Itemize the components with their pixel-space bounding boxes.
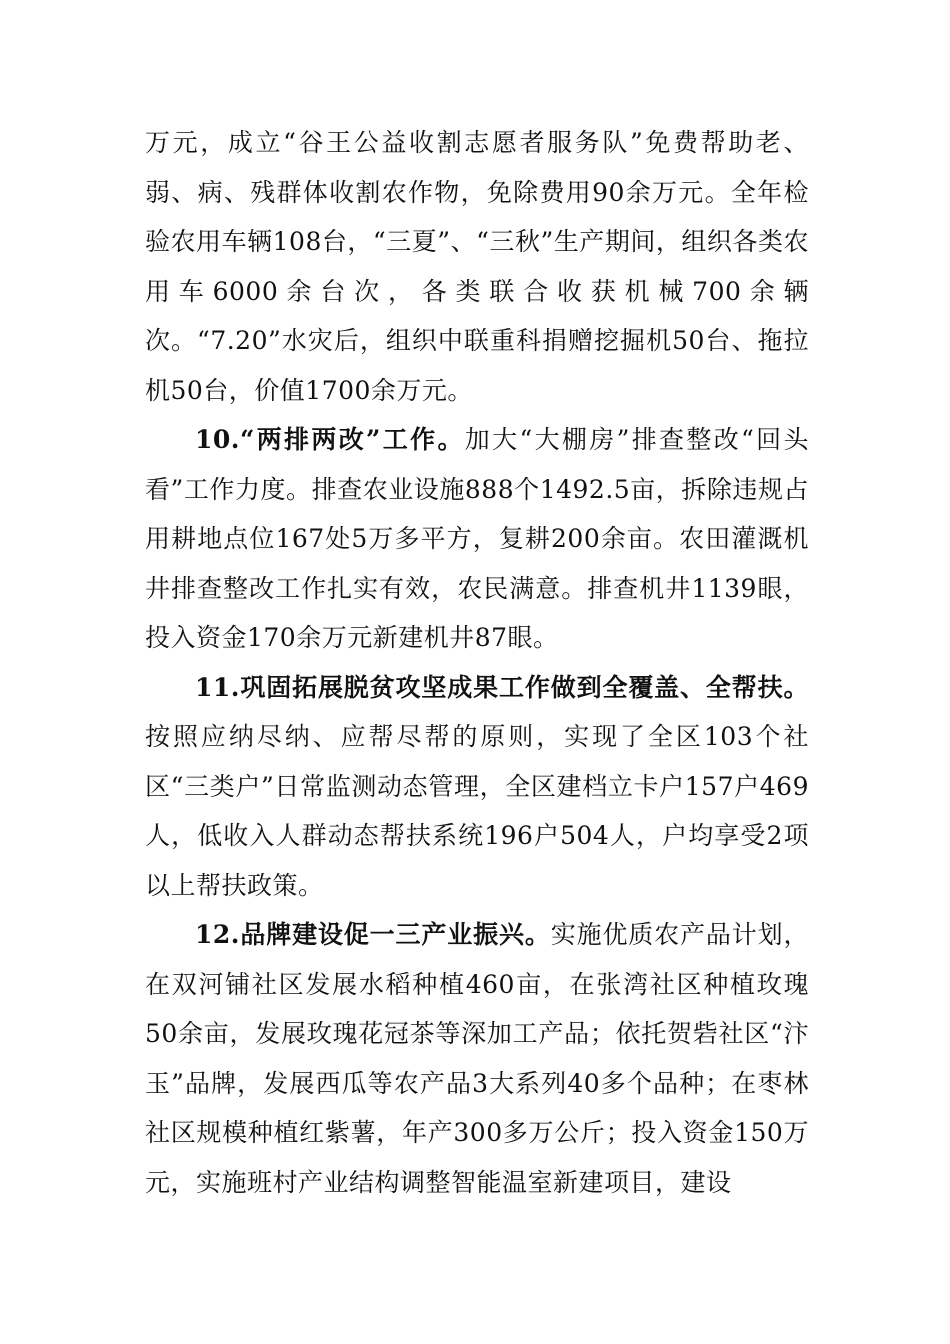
paragraph-item-11 [145,663,809,911]
paragraph-item-10 [145,415,809,663]
paragraph-text: 万元，成立“谷王公益收割志愿者服务队”免费帮助老、弱、病、残群体收割农作物，免除费用90余万元。全年检验农用车辆108台，“三夏”、“三秋”生产期间，组织各类农用车6000余台次，各类联合收获机械700余辆次。“7.20”水灾后，组织中联重科捐赠挖掘机50台、拖拉机50台，价值1700余万元。 [145,128,809,405]
paragraph-heading: 10.“两排两改”工作。 [195,425,465,454]
document-body [145,118,809,1207]
paragraph-text: 加大“大棚房”排查整改“回头看”工作力度。排查农业设施888个1492.5亩，拆除违规占用耕地点位167处5万多平方，复耕200余亩。农田灌溉机井排查整改工作扎实有效，农民满意。排查机井1139眼，投入资金170余万元新建机井87眼。 [145,425,809,652]
paragraph-continuation [145,118,809,415]
paragraph-text: 实施优质农产品计划，在双河铺社区发展水稻种植460亩，在张湾社区种植玫瑰50余亩，发展玫瑰花冠茶等深加工产品；依托贺砦社区“汴玉”品牌，发展西瓜等农产品3大系列40多个品种；在枣林社区规模种植红紫薯，年产300多万公斤；投入资金150万元，实施班村产业结构调整智能温室新建项目，建设 [145,920,809,1197]
paragraph-item-12 [145,910,809,1207]
paragraph-heading: 11.巩固拓展脱贫攻坚成果工作做到全覆盖、全帮扶。 [195,672,809,702]
paragraph-heading: 12.品牌建设促一三产业振兴。 [195,920,551,949]
paragraph-text: 按照应纳尽纳、应帮尽帮的原则，实现了全区103个社区“三类户”日常监测动态管理，全区建档立卡户157户469人，低收入人群动态帮扶系统196户504人，户均享受2项以上帮扶政策。 [145,722,809,900]
